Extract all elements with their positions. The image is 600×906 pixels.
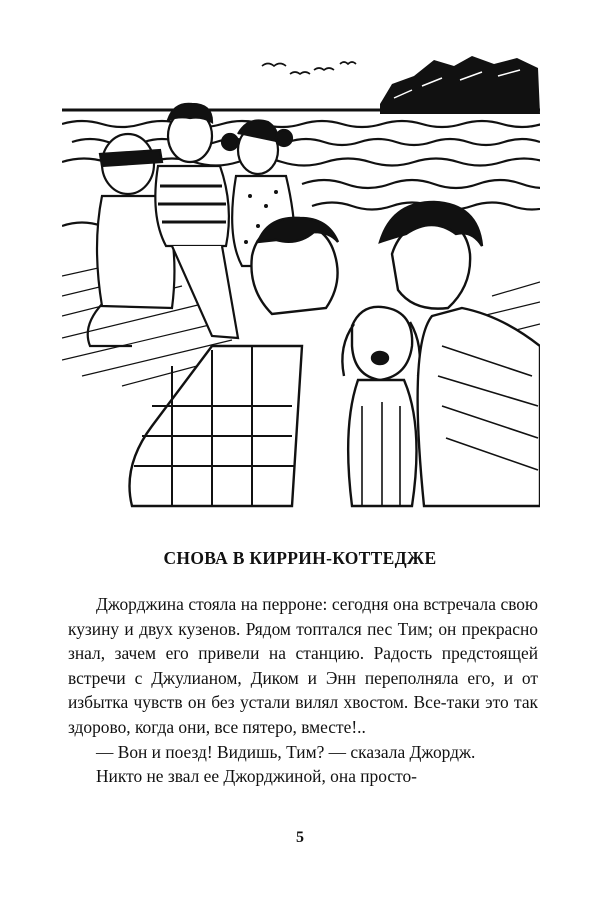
page-number: 5 bbox=[296, 829, 304, 846]
body-text bbox=[68, 592, 538, 789]
chapter-illustration bbox=[62, 46, 540, 510]
paragraph: — Вон и поезд! Видишь, Тим? — сказала Джордж. bbox=[96, 741, 476, 762]
paragraph: Никто не звал ее Джорджиной, она просто- bbox=[96, 766, 417, 787]
paragraph: Джорджина стояла на перроне: сегодня она встречала свою кузину и двух кузенов. Рядом топтался пес Тим; он прекрасно знал, зачем его привели на станцию. Радость предстоящей встречи с Джулианом, Диком и Энн переполняла его, и от избытка чувств он без устали вилял хвостом. Все-таки это так здорово, когда они, все пятеро, вместе!.. bbox=[68, 594, 538, 737]
chapter-title: СНОВА В КИРРИН-КОТТЕДЖЕ bbox=[163, 548, 437, 568]
beach-scene-icon bbox=[62, 46, 540, 510]
